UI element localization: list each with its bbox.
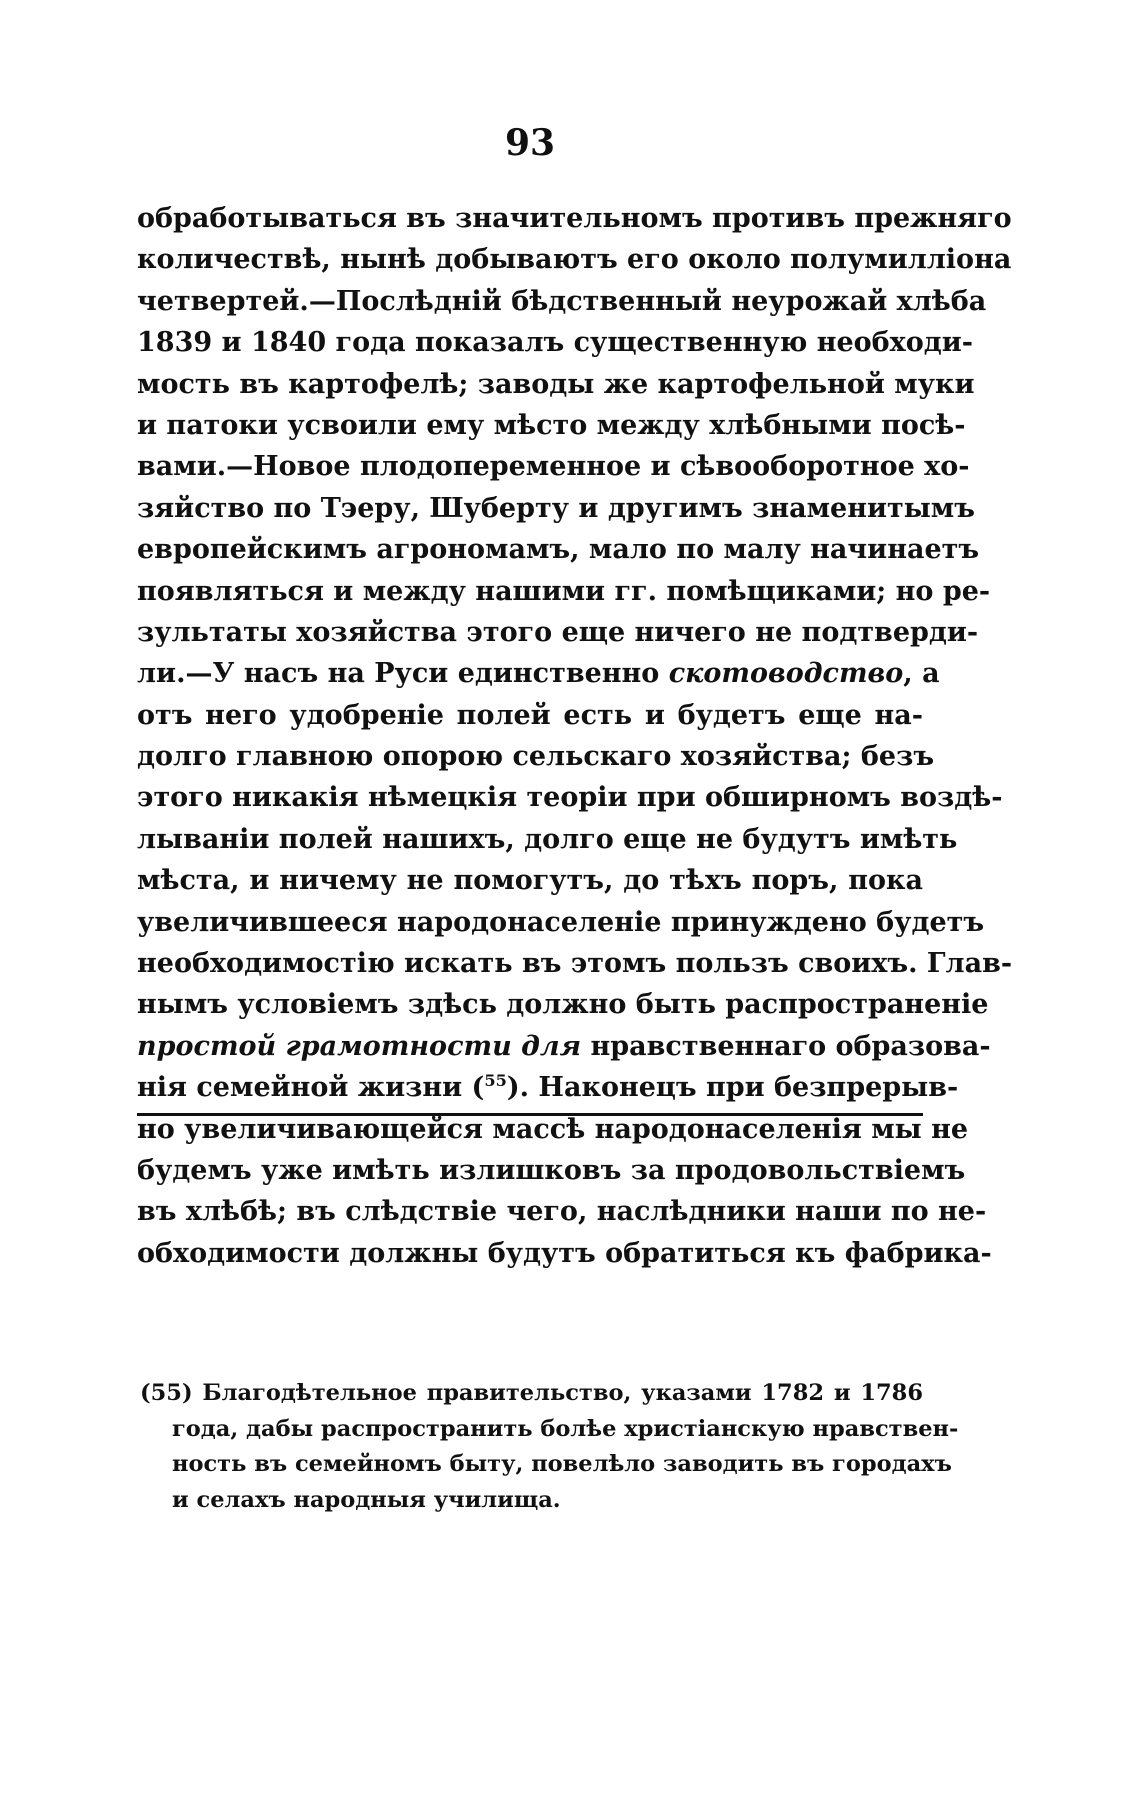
text-segment: нія семейной жизни ( — [137, 1072, 485, 1104]
text-line: обходимости должны будутъ обратиться къ фабрика- — [137, 1237, 992, 1269]
italic-term: скотоводство — [668, 658, 904, 690]
footnote-line: и селахъ народныя училища. — [172, 1486, 561, 1513]
text-line: будемъ уже имѣть излишковъ за продовольствіемъ — [137, 1154, 966, 1186]
text-line: вами.—Новое плодопеременное и сѣвооборотное хо- — [137, 451, 970, 483]
italic-term: простой грамотности для — [137, 1030, 582, 1062]
text-line: лываніи полей нашихъ, долго еще не будутъ имѣть — [137, 823, 958, 855]
text-line: увеличившееся народонаселеніе принуждено будетъ — [137, 906, 985, 938]
text-line: 1839 и 1840 года показалъ существенную необходи- — [137, 327, 974, 359]
text-line: долго главною опорою сельскаго хозяйства; безъ — [137, 741, 935, 773]
text-line: этого никакія нѣмецкія теоріи при обширномъ воздѣ- — [137, 782, 1003, 814]
text-line: европейскимъ агрономамъ, мало по малу начинаетъ — [137, 534, 980, 566]
text-line: но увеличивающейся массѣ народонаселенія мы не — [137, 1113, 969, 1145]
text-line: зультаты хозяйства этого еще ничего не подтверди- — [137, 616, 979, 648]
text-line: четвертей.—Послѣдній бѣдственный неурожай хлѣба — [137, 285, 987, 317]
text-line: обработываться въ значительномъ противъ прежняго — [137, 203, 1012, 234]
text-line — [137, 653, 940, 694]
text-line: необходимостію искать въ этомъ пользъ своихъ. Глав- — [137, 948, 1013, 980]
footnote-ref: 55 — [484, 1071, 507, 1091]
text-line: и патоки усвоили ему мѣсто между хлѣбными посѣ- — [137, 409, 966, 441]
text-line — [137, 1067, 959, 1108]
text-line: отъ него удобреніе полей есть и будетъ еще на- — [137, 699, 923, 731]
text-segment: нравственнаго образова- — [581, 1030, 991, 1062]
footnote-divider — [137, 1113, 923, 1116]
text-segment: ). Наконецъ при безпрерыв- — [506, 1072, 959, 1104]
footnote-line: года, дабы распространить болѣе христіанскую нравствен- — [172, 1415, 959, 1442]
text-line: зяйство по Тэеру, Шуберту и другимъ знаменитымъ — [137, 492, 975, 524]
footnote-line: ность въ семейномъ быту, повелѣло заводить въ городахъ — [172, 1451, 952, 1478]
footnote-line: (55) Благодѣтельное правительство, указами 1782 и 1786 — [140, 1380, 923, 1406]
text-line: мость въ картофелѣ; заводы же картофельной муки — [137, 368, 975, 400]
text-line: нымъ условіемъ здѣсь должно быть распространеніе — [137, 989, 989, 1021]
text-line: мѣста, и ничему не помогутъ, до тѣхъ поръ, пока — [137, 865, 923, 897]
page-number: 93 — [504, 122, 556, 164]
text-line: появляться и между нашими гг. помѣщиками; но ре- — [137, 575, 991, 607]
text-line — [137, 1026, 991, 1067]
text-line: въ хлѣбѣ; въ слѣдствіе чего, наслѣдники наши по не- — [137, 1196, 987, 1228]
text-segment: , а — [903, 658, 940, 690]
text-segment: ли.—У насъ на Руси единственно — [137, 658, 669, 690]
footnote — [140, 1376, 959, 1518]
text-line: количествѣ, нынѣ добываютъ его около полумилліона — [137, 244, 1012, 276]
